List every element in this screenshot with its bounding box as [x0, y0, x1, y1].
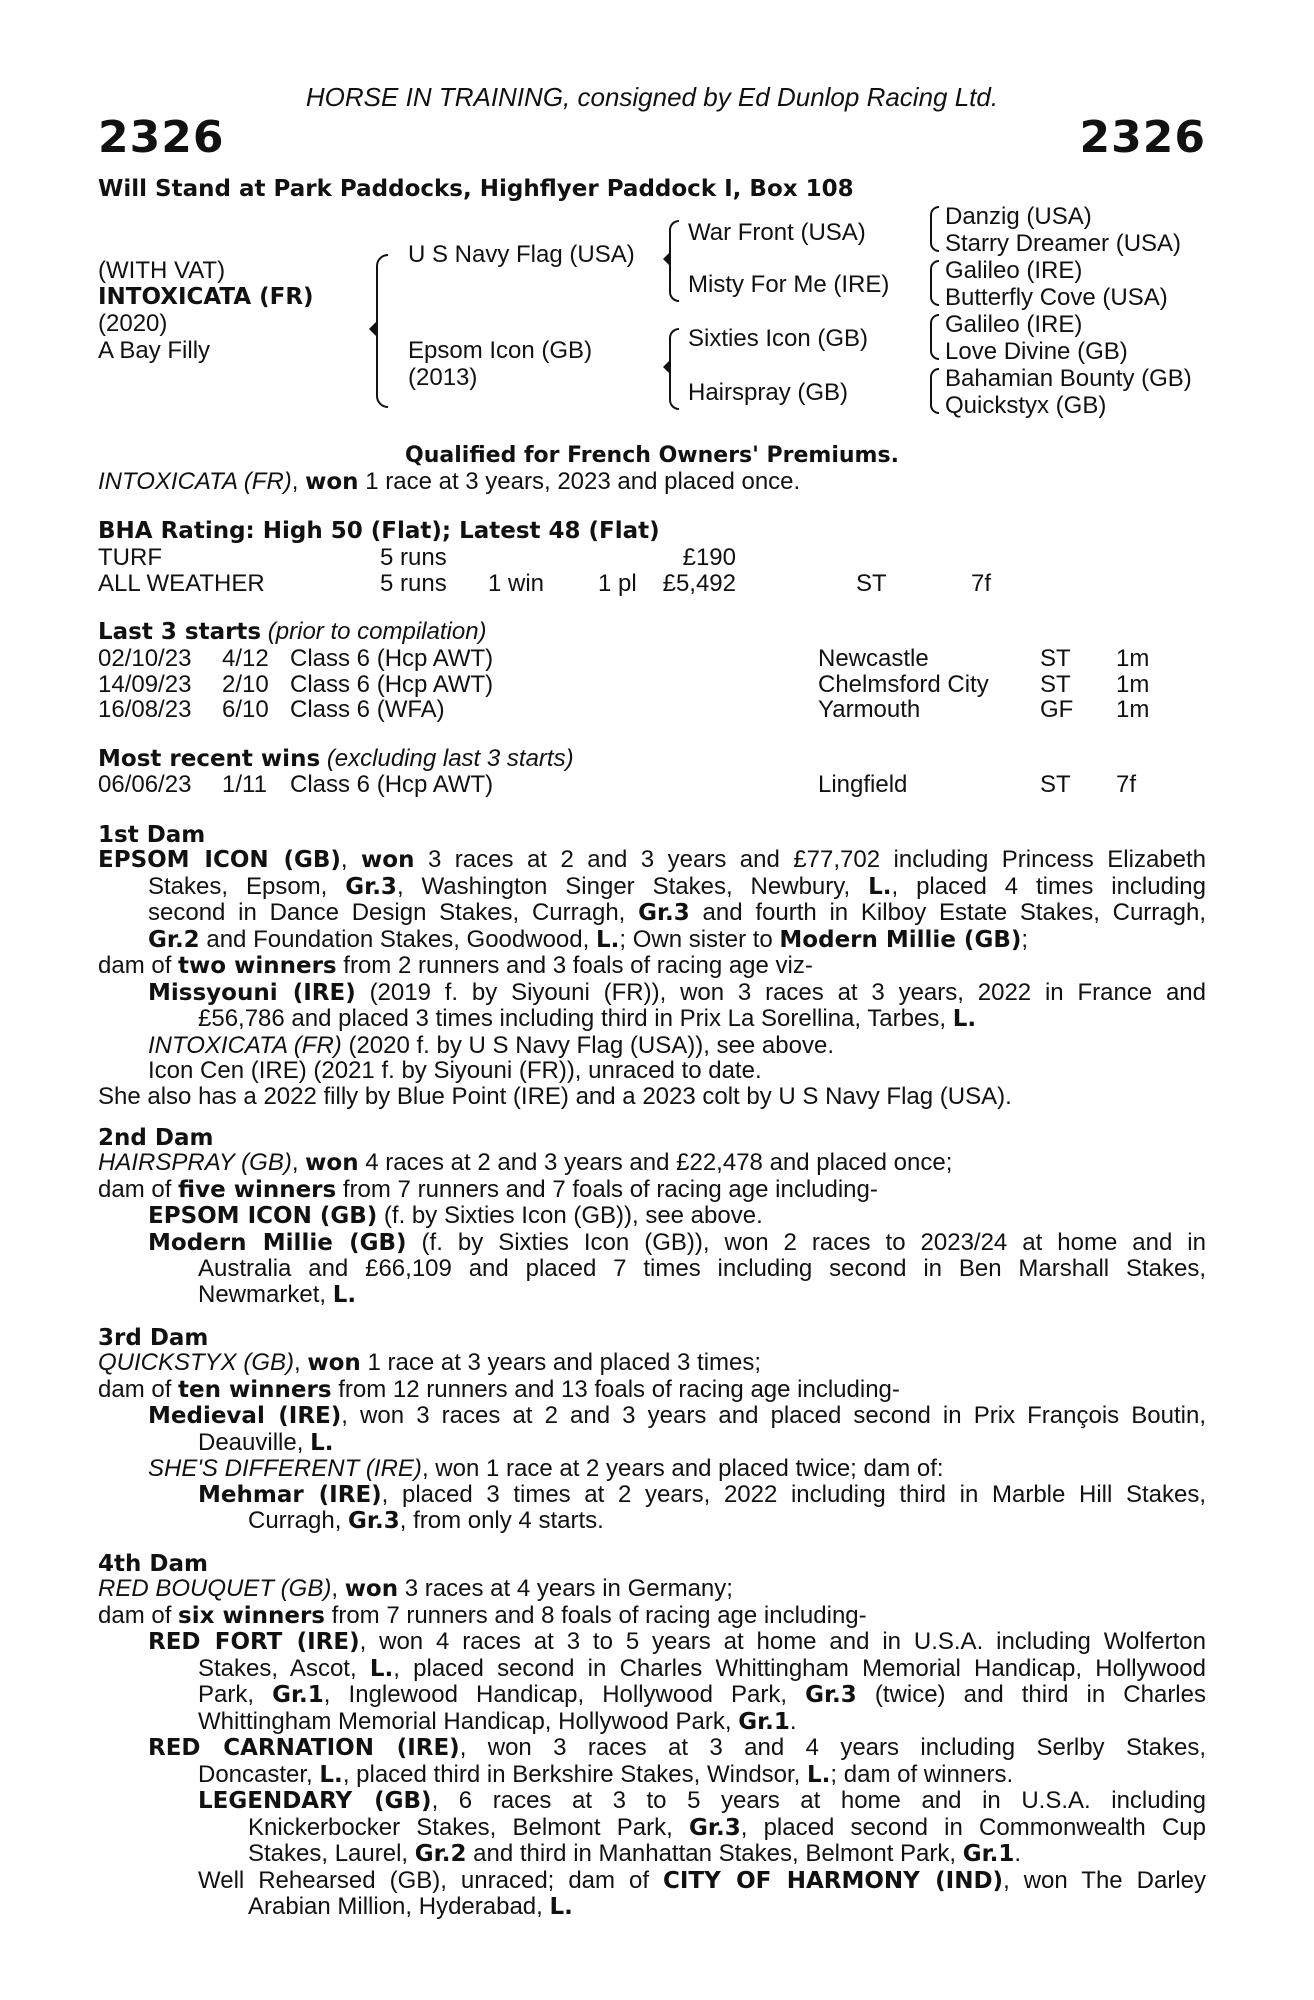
last-starts-heading	[98, 619, 487, 646]
dam4-line: Well Rehearsed (GB), unraced; dam of CITY OF HARMONY (IND), won The Darley	[198, 1866, 1206, 1894]
race-course: Yarmouth	[818, 696, 921, 723]
dam1-line: Stakes, Epsom, Gr.3, Washington Singer Stakes, Newbury, L., placed 4 times including	[148, 872, 1206, 900]
pedigree-sire-sire: War Front (USA)	[688, 219, 866, 246]
pedigree-g4-6: Love Divine (GB)	[945, 338, 1128, 365]
dam2-line: HAIRSPRAY (GB), won 4 races at 2 and 3 years and £22,478 and placed once;	[98, 1149, 953, 1176]
dam4-line: Arabian Million, Hyderabad, L.	[248, 1893, 573, 1920]
dam3-text	[98, 1350, 1206, 1535]
dam4-line: Stakes, Ascot, L., placed second in Charles Whittingham Memorial Handicap, Hollywood	[198, 1654, 1206, 1682]
recent-wins-note: (excluding last 3 starts)	[326, 745, 574, 772]
dam1-line: Icon Cen (IRE) (2021 f. by Siyouni (FR)), unraced to date.	[148, 1057, 762, 1084]
race-class: Class 6 (Hcp AWT)	[290, 670, 494, 698]
rating-placed: 1 pl	[598, 570, 637, 597]
pedigree-brace-sire	[669, 220, 679, 302]
last-start-row	[98, 646, 1206, 672]
race-date: 14/09/23	[98, 670, 192, 698]
dam1-line: INTOXICATA (FR) (2020 f. by U S Navy Flag (USA)), see above.	[148, 1031, 834, 1059]
race-distance: 7f	[1116, 771, 1137, 798]
recent-wins-heading	[98, 746, 574, 773]
pedigree-brace-g4-2	[930, 260, 939, 306]
dam3-line: SHE'S DIFFERENT (IRE), won 1 race at 2 years and placed twice; dam of:	[148, 1455, 944, 1482]
dam2-line: dam of five winners from 7 runners and 7 foals of racing age including-	[98, 1175, 878, 1203]
dam3-heading: 3rd Dam	[98, 1325, 209, 1351]
dam4-line: dam of six winners from 7 runners and 8 foals of racing age including-	[98, 1601, 867, 1629]
dam4-line: RED FORT (IRE), won 4 races at 3 to 5 years at home and in U.S.A. including Wolferton	[148, 1628, 1206, 1655]
dam2-line: Australia and £66,109 and placed 7 times including second in Ben Marshall Stakes,	[198, 1255, 1206, 1282]
race-position: 6/10	[222, 696, 269, 723]
dam3-line: QUICKSTYX (GB), won 1 race at 3 years and placed 3 times;	[98, 1349, 762, 1376]
pedigree-g4-2: Starry Dreamer (USA)	[945, 230, 1182, 257]
race-class: Class 6 (WFA)	[290, 696, 445, 723]
pedigree-g4-8: Quickstyx (GB)	[945, 392, 1107, 419]
premiums-note: Qualified for French Owners' Premiums.	[405, 443, 899, 468]
pedigree-dam-year: (2013)	[408, 364, 478, 391]
pedigree-brace-sire-point	[663, 252, 670, 266]
dam3-line: dam of ten winners from 12 runners and 13 foals of racing age including-	[98, 1375, 900, 1403]
pedigree-sire: U S Navy Flag (USA)	[408, 241, 635, 268]
dam4-line: Park, Gr.1, Inglewood Handicap, Hollywood Park, Gr.3 (twice) and third in Charles	[198, 1681, 1206, 1708]
dam2-line: Modern Millie (GB) (f. by Sixties Icon (GB)), won 2 races to 2023/24 at home and in	[148, 1228, 1206, 1256]
dam4-line: Whittingham Memorial Handicap, Hollywood Park, Gr.1.	[198, 1707, 797, 1735]
horse-description: A Bay Filly	[98, 337, 211, 364]
rating-surface: ALL WEATHER	[98, 570, 265, 597]
catalogue-page	[98, 0, 1206, 2000]
race-class: Class 6 (Hcp AWT)	[290, 771, 494, 798]
dam1-line: dam of two winners from 2 runners and 3 foals of racing age viz-	[98, 952, 813, 979]
dam1-line: Missyouni (IRE) (2019 f. by Siyouni (FR)), won 3 races at 3 years, 2022 in France and	[148, 978, 1207, 1006]
dam3-line: Curragh, Gr.3, from only 4 starts.	[248, 1507, 604, 1534]
last-starts-note: (prior to compilation)	[267, 618, 487, 645]
dam2-line: Newmarket, L.	[198, 1280, 357, 1308]
pedigree-g4-1: Danzig (USA)	[945, 203, 1092, 230]
dam3-line: Mehmar (IRE), placed 3 times at 2 years, 2022 including third in Marble Hill Stakes,	[198, 1480, 1206, 1508]
horse-name: INTOXICATA (FR)	[98, 284, 314, 310]
vat-note: (WITH VAT)	[98, 257, 226, 284]
pedigree-brace-g4-1	[930, 206, 939, 252]
race-date: 16/08/23	[98, 696, 192, 723]
dam2-text	[98, 1150, 1206, 1308]
race-class: Class 6 (Hcp AWT)	[290, 645, 494, 672]
race-position: 4/12	[222, 645, 269, 672]
race-position: 2/10	[222, 670, 269, 698]
rating-earnings: £190	[682, 544, 736, 571]
race-going: ST	[1040, 771, 1071, 798]
race-course: Newcastle	[818, 645, 929, 672]
pedigree-brace-main-point	[369, 322, 376, 336]
dam1-text	[98, 847, 1206, 1109]
last-start-row	[98, 672, 1206, 698]
summary-horse-name: INTOXICATA (FR)	[98, 468, 292, 495]
dam4-line: RED BOUQUET (GB), won 3 races at 4 years in Germany;	[98, 1575, 733, 1602]
horse-year: (2020)	[98, 310, 168, 337]
dam1-line: She also has a 2022 filly by Blue Point (IRE) and a 2023 colt by U S Navy Flag (USA).	[98, 1082, 1012, 1110]
race-distance: 1m	[1116, 696, 1150, 723]
recent-win-row	[98, 772, 1206, 798]
dam4-line: LEGENDARY (GB), 6 races at 3 to 5 years at home and in U.S.A. including	[198, 1787, 1206, 1814]
pedigree-brace-dam-point	[663, 360, 670, 374]
dam3-line: Medieval (IRE), won 3 races at 2 and 3 years and placed second in Prix François Boutin,	[148, 1402, 1206, 1429]
recent-wins-title: Most recent wins	[98, 746, 321, 772]
pedigree-dam-dam: Hairspray (GB)	[688, 379, 849, 406]
dam1-heading: 1st Dam	[98, 822, 206, 848]
summary-rest: 1 race at 3 years, 2023 and placed once.	[358, 468, 801, 495]
dam1-line: EPSOM ICON (GB), won 3 races at 2 and 3 years and £77,702 including Princess Elizabeth	[98, 846, 1207, 873]
dam3-line: Deauville, L.	[198, 1428, 334, 1456]
rating-surface: TURF	[98, 544, 162, 571]
dam1-line: £56,786 and placed 3 times including third in Prix La Sorellina, Tarbes, L.	[198, 1005, 977, 1032]
pedigree-brace-g4-4	[930, 368, 939, 414]
dam4-line: RED CARNATION (IRE), won 3 races at 3 and 4 years including Serlby Stakes,	[148, 1734, 1206, 1761]
pedigree-g4-5: Galileo (IRE)	[945, 311, 1083, 338]
race-course: Chelmsford City	[818, 670, 989, 698]
pedigree-g4-7: Bahamian Bounty (GB)	[945, 365, 1192, 392]
rating-runs: 5 runs	[380, 544, 447, 571]
rating-row	[98, 571, 1206, 597]
dam4-line: Knickerbocker Stakes, Belmont Park, Gr.3, placed second in Commonwealth Cup	[248, 1813, 1206, 1841]
dam2-line: EPSOM ICON (GB) (f. by Sixties Icon (GB)), see above.	[148, 1202, 763, 1229]
rating-wins: 1 win	[488, 570, 545, 597]
summary-won: won	[305, 469, 359, 495]
dam4-heading: 4th Dam	[98, 1551, 208, 1577]
race-date: 06/06/23	[98, 771, 192, 798]
race-course: Lingfield	[818, 771, 908, 798]
stand-location: Will Stand at Park Paddocks, Highflyer Paddock I, Box 108	[98, 176, 854, 202]
pedigree-g4-4: Butterfly Cove (USA)	[945, 284, 1168, 311]
race-going: GF	[1040, 696, 1074, 723]
race-date: 02/10/23	[98, 645, 192, 672]
race-summary: INTOXICATA (FR), won 1 race at 3 years, 2023 and placed once.	[98, 468, 801, 495]
dam4-line: Stakes, Laurel, Gr.2 and third in Manhattan Stakes, Belmont Park, Gr.1.	[248, 1840, 1022, 1867]
race-position: 1/11	[222, 771, 267, 798]
pedigree-g4-3: Galileo (IRE)	[945, 257, 1083, 284]
bha-rating-title: BHA Rating: High 50 (Flat); Latest 48 (Flat)	[98, 518, 660, 544]
last-starts-title: Last 3 starts	[98, 619, 262, 645]
pedigree-brace-main	[376, 254, 388, 408]
race-distance: 1m	[1116, 645, 1150, 672]
race-going: ST	[1040, 645, 1071, 672]
lot-number-left: 2326	[98, 112, 225, 163]
dam1-line: second in Dance Design Stakes, Curragh, Gr.3 and fourth in Kilboy Estate Stakes, Curragh,	[148, 899, 1207, 926]
pedigree-dam: Epsom Icon (GB)	[408, 337, 593, 364]
rating-going: ST	[856, 570, 887, 597]
pedigree-sire-dam: Misty For Me (IRE)	[688, 271, 890, 298]
lot-number-right: 2326	[1079, 112, 1206, 163]
last-start-row	[98, 697, 1206, 723]
race-distance: 1m	[1116, 670, 1150, 698]
rating-row	[98, 545, 1206, 571]
rating-earnings: £5,492	[662, 570, 736, 597]
consignment-line: HORSE IN TRAINING, consigned by Ed Dunlop Racing Ltd.	[305, 82, 999, 112]
rating-runs: 5 runs	[380, 570, 447, 597]
dam2-heading: 2nd Dam	[98, 1125, 214, 1151]
dam4-line: Doncaster, L., placed third in Berkshire Stakes, Windsor, L.; dam of winners.	[198, 1760, 1014, 1788]
pedigree-brace-g4-3	[930, 314, 939, 360]
rating-distance: 7f	[971, 570, 992, 597]
race-going: ST	[1040, 670, 1071, 698]
pedigree-dam-sire: Sixties Icon (GB)	[688, 325, 869, 352]
dam4-text	[98, 1576, 1206, 1921]
pedigree-brace-dam	[669, 328, 679, 410]
dam1-line: Gr.2 and Foundation Stakes, Goodwood, L.; Own sister to Modern Millie (GB);	[148, 925, 1029, 953]
